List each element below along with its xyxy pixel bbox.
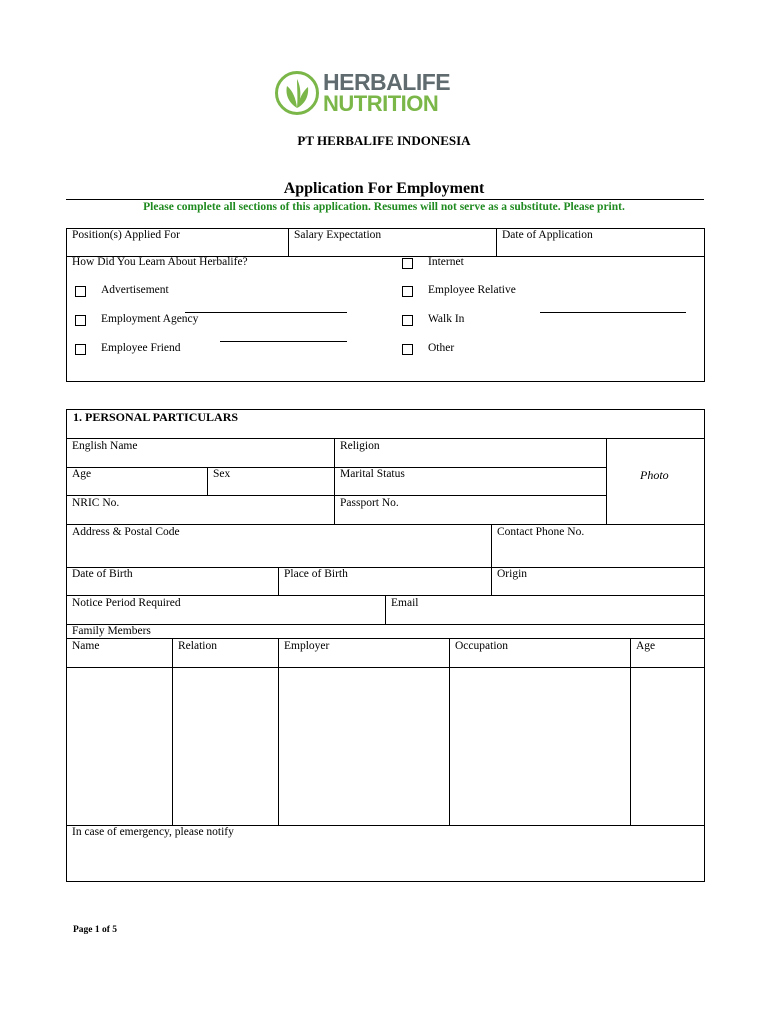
logo-text-nutrition: NUTRITION (323, 91, 439, 116)
notice-period-label: Notice Period Required (72, 597, 181, 609)
place-of-birth-label: Place of Birth (284, 568, 348, 580)
col-divider (172, 638, 173, 825)
family-col-name: Name (72, 640, 100, 652)
employee-friend-label: Employee Friend (101, 342, 181, 354)
family-col-occupation: Occupation (455, 640, 509, 652)
employee-relative-line[interactable] (540, 312, 686, 313)
row-divider (66, 567, 705, 568)
col-divider (385, 595, 386, 624)
employee-friend-line[interactable] (220, 341, 347, 342)
row-divider (66, 624, 705, 625)
row-divider (66, 438, 705, 439)
col-divider (449, 638, 450, 825)
nric-label: NRIC No. (72, 497, 120, 509)
employee-friend-checkbox[interactable] (75, 344, 86, 355)
employment-agency-checkbox[interactable] (75, 315, 86, 326)
other-label: Other (428, 342, 455, 354)
date-of-birth-label: Date of Birth (72, 568, 133, 580)
english-name-label: English Name (72, 440, 138, 452)
page-number: Page 1 of 5 (73, 925, 118, 935)
how-learn-label: How Did You Learn About Herbalife? (72, 256, 248, 268)
emergency-contact-label: In case of emergency, please notify (72, 826, 234, 838)
application-box (66, 228, 705, 382)
contact-phone-label: Contact Phone No. (497, 526, 585, 538)
col-divider (606, 438, 607, 524)
family-members-label: Family Members (72, 625, 151, 637)
logo-text-herbalife: HERBALIFE (323, 69, 451, 95)
row-divider (66, 667, 705, 668)
family-col-relation: Relation (178, 640, 217, 652)
family-col-age: Age (636, 640, 656, 652)
employee-relative-checkbox[interactable] (402, 286, 413, 297)
col-divider (496, 228, 497, 256)
walk-in-label: Walk In (428, 313, 465, 325)
family-col-employer: Employer (284, 640, 330, 652)
col-divider (491, 524, 492, 595)
marital-status-label: Marital Status (340, 468, 405, 480)
col-divider (288, 228, 289, 256)
herbalife-logo (275, 70, 495, 116)
employment-agency-label: Employment Agency (101, 313, 199, 325)
employment-agency-line[interactable] (185, 312, 347, 313)
row-divider (66, 638, 705, 639)
age-label: Age (72, 468, 92, 480)
advertisement-label: Advertisement (101, 284, 169, 296)
walk-in-checkbox[interactable] (402, 315, 413, 326)
sex-label: Sex (213, 468, 231, 480)
salary-expectation-label: Salary Expectation (294, 229, 382, 241)
col-divider (207, 467, 208, 495)
col-divider (334, 438, 335, 524)
date-of-application-label: Date of Application (502, 229, 593, 241)
col-divider (278, 567, 279, 595)
row-divider (66, 495, 607, 496)
employee-relative-label: Employee Relative (428, 284, 516, 296)
position-applied-label: Position(s) Applied For (72, 229, 180, 241)
instruction-text: Please complete all sections of this application. Resumes will not serve as a substitute. Please print. (143, 201, 625, 213)
col-divider (278, 638, 279, 825)
religion-label: Religion (340, 440, 380, 452)
origin-label: Origin (497, 568, 528, 580)
address-label: Address & Postal Code (72, 526, 180, 538)
row-divider (66, 524, 705, 525)
advertisement-checkbox[interactable] (75, 286, 86, 297)
page-title: Application For Employment (283, 180, 485, 197)
company-name: PT HERBALIFE INDONESIA (297, 133, 471, 148)
other-checkbox[interactable] (402, 344, 413, 355)
personal-particulars-heading: 1. PERSONAL PARTICULARS (73, 410, 239, 424)
photo-label: Photo (640, 468, 669, 482)
passport-label: Passport No. (340, 497, 399, 509)
internet-label: Internet (428, 256, 464, 268)
internet-checkbox[interactable] (402, 258, 413, 269)
title-rule (66, 199, 704, 200)
leaf-logo-icon (275, 71, 319, 115)
email-label: Email (391, 597, 419, 609)
row-divider (66, 467, 607, 468)
col-divider (630, 638, 631, 825)
